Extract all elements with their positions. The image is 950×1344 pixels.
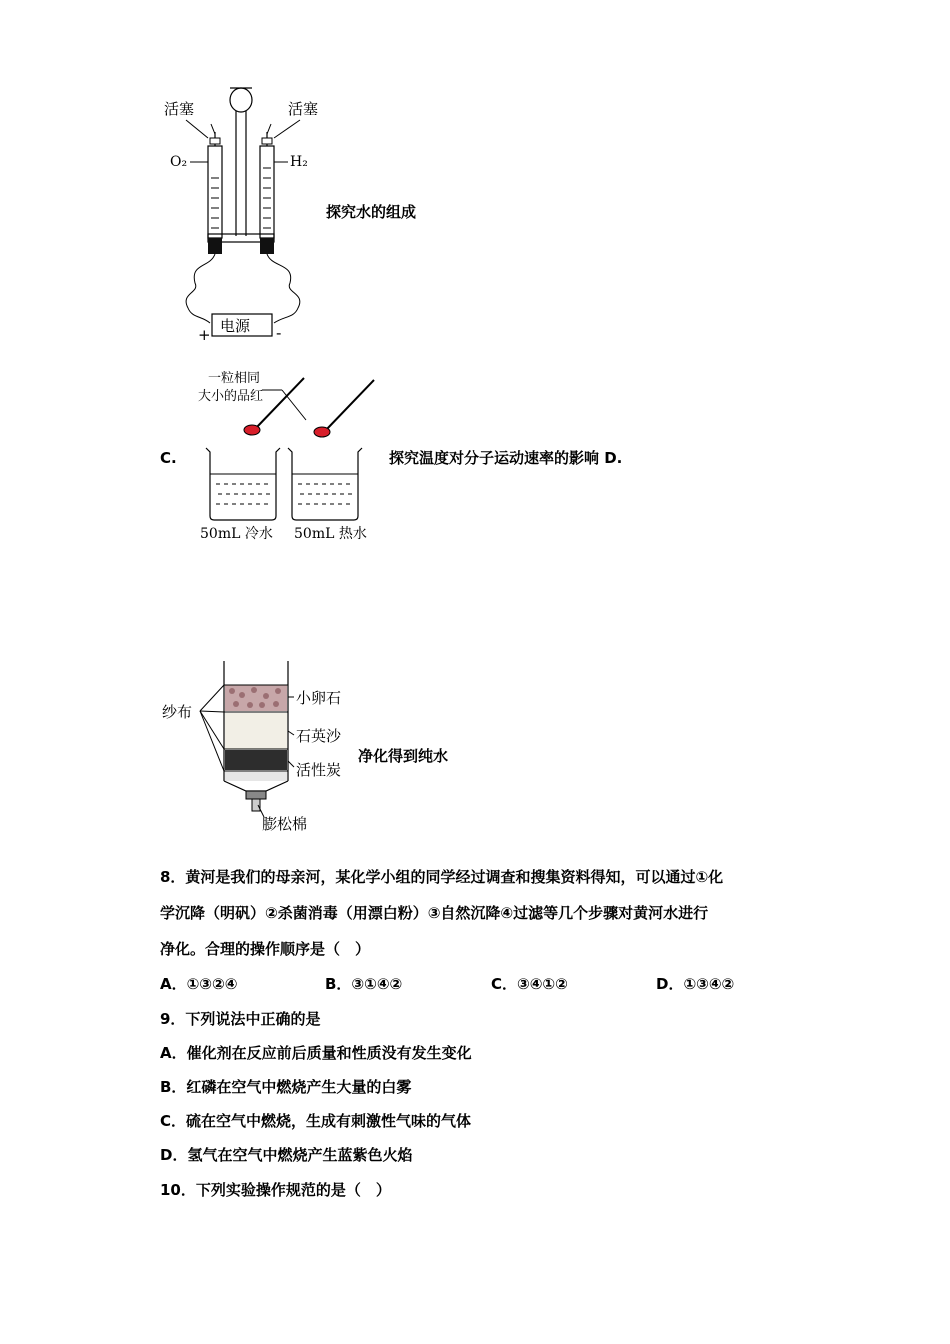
q9-option-a[interactable]: A．催化剂在反应前后质量和性质没有发生变化 (160, 1044, 472, 1062)
water-filter-diagram (158, 655, 358, 835)
plus-sign: + (198, 326, 211, 344)
option-c-letter: C. (160, 449, 177, 467)
power-supply-label: 电源 (220, 317, 251, 335)
q8-line3: 净化。合理的操作顺序是（ ） (160, 940, 371, 958)
label-pebbles: 小卵石 (296, 689, 342, 707)
beaker-label-cold: 50mL 冷水 (200, 526, 273, 542)
label-sand: 石英沙 (296, 727, 342, 745)
q10-stem: 10．下列实验操作规范的是（ ） (160, 1181, 391, 1199)
label-cotton: 膨松棉 (262, 815, 308, 833)
label-carbon: 活性炭 (296, 761, 342, 779)
electrolysis-diagram (150, 78, 340, 348)
gas-label-right: H₂ (290, 154, 308, 170)
q9-stem: 9．下列说法中正确的是 (160, 1010, 321, 1028)
label-cloth: 纱布 (162, 703, 193, 721)
stopcock-label-left: 活塞 (164, 100, 195, 118)
q9-option-b[interactable]: B．红磷在空气中燃烧产生大量的白雾 (160, 1078, 412, 1096)
gas-label-left: O₂ (170, 154, 188, 170)
q9-option-c[interactable]: C．硫在空气中燃烧，生成有刺激性气味的气体 (160, 1112, 472, 1130)
figA-caption: 探究水的组成 (326, 203, 417, 221)
minus-sign: - (276, 324, 282, 342)
diffusion-diagram (190, 368, 390, 546)
beaker-label-hot: 50mL 热水 (294, 526, 367, 542)
q8-option-c[interactable]: C．③④①② (491, 975, 568, 993)
q8-line2: 学沉降（明矾）②杀菌消毒（用漂白粉）③自然沉降④过滤等几个步骤对黄河水进行 (160, 904, 709, 922)
note-line2: 大小的品红 (198, 389, 264, 404)
figC-caption: 探究温度对分子运动速率的影响 D. (389, 449, 623, 467)
q9-option-d[interactable]: D．氢气在空气中燃烧产生蓝紫色火焰 (160, 1146, 413, 1164)
stopcock-label-right: 活塞 (288, 100, 319, 118)
figD-caption: 净化得到纯水 (358, 747, 449, 765)
note-line1: 一粒相同 (208, 371, 261, 386)
q8-option-a[interactable]: A．①③②④ (160, 975, 238, 993)
q8-option-d[interactable]: D．①③④② (656, 975, 735, 993)
q8-line1: 8．黄河是我们的母亲河，某化学小组的同学经过调查和搜集资料得知，可以通过①化 (160, 868, 724, 886)
q8-option-b[interactable]: B．③①④② (325, 975, 403, 993)
